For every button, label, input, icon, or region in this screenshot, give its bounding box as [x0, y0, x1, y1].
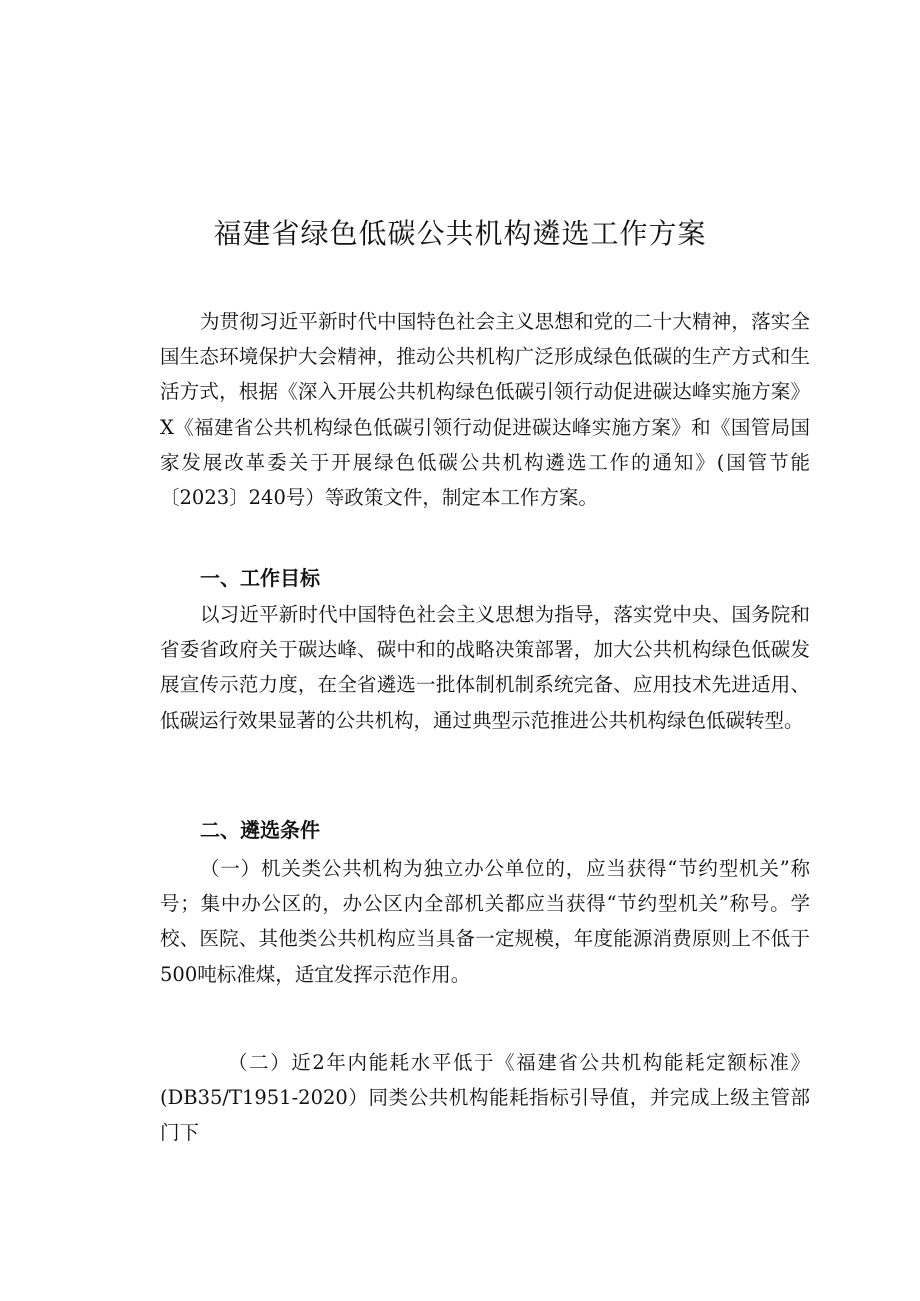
- document-title: 福建省绿色低碳公共机构遴选工作方案: [213, 217, 707, 250]
- condition-paragraph-2: （二）近2年内能耗水平低于《福建省公共机构能耗定额标准》(DB35/T1951-2020）同类公共机构能耗指标引导值，并完成上级主管部门下: [160, 1051, 810, 1145]
- goals-paragraph: 以习近平新时代中国特色社会主义思想为指导，落实党中央、国务院和省委省政府关于碳达峰、碳中和的战略决策部署，加大公共机构绿色低碳发展宣传示范力度，在全省遴选一批体制机制系统完备、应用技术先进适用、低碳运行效果显著的公共机构，通过典型示范推进公共机构绿色低碳转型。: [160, 603, 810, 732]
- condition-paragraph-1: （一）机关类公共机构为独立办公单位的，应当获得“节约型机关”称号；集中办公区的，办公区内全部机关都应当获得“节约型机关”称号。学校、医院、其他类公共机构应当具备一定规模，年度能源消费原则上不低于500吨标准煤，适宜发挥示范作用。: [160, 857, 810, 986]
- section-heading-goals: 一、工作目标: [200, 566, 320, 590]
- intro-paragraph: 为贯彻习近平新时代中国特色社会主义思想和党的二十大精神，落实全国生态环境保护大会精神，推动公共机构广泛形成绿色低碳的生产方式和生活方式，根据《深入开展公共机构绿色低碳引领行动促进碳达峰实施方案》X《福建省公共机构绿色低碳引领行动促进碳达峰实施方案》和《国管局国家发展改革委关于开展绿色低碳公共机构遴选工作的通知》(国管节能〔2023〕240号）等政策文件，制定本工作方案。: [160, 310, 810, 510]
- section-heading-conditions: 二、遴选条件: [200, 818, 320, 842]
